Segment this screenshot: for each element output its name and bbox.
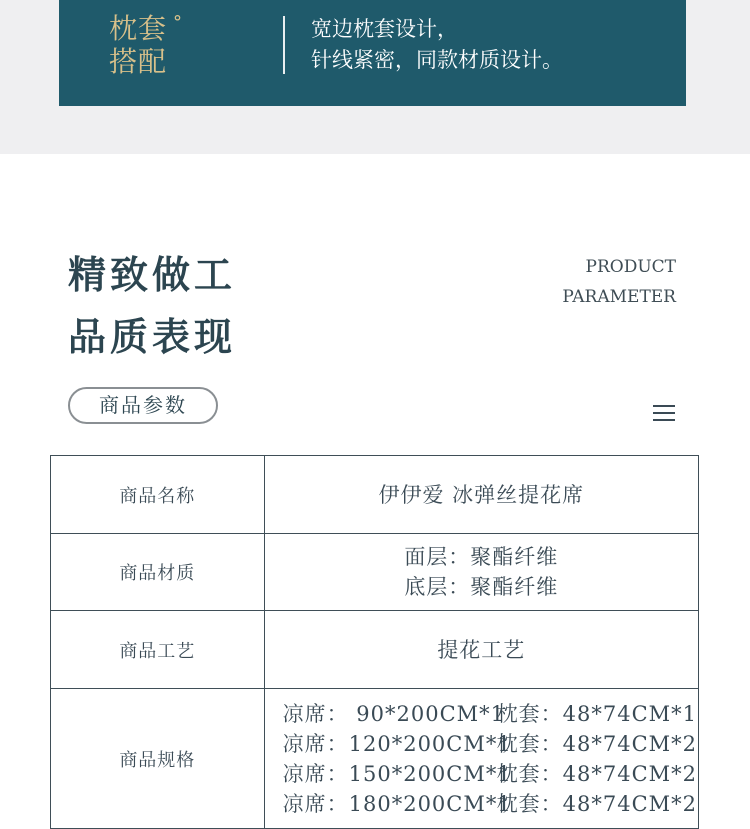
table-row — [51, 456, 699, 534]
pillowcase-banner — [59, 0, 686, 106]
parameter-table — [50, 455, 699, 829]
craft-value: 提花工艺 — [264, 611, 698, 689]
table-row — [51, 534, 699, 611]
banner-divider — [283, 16, 285, 74]
table-row — [51, 689, 699, 829]
spec-line: 凉席：150*200CM*1枕套：48*74CM*2 — [282, 761, 697, 786]
row-label: 商品名称 — [51, 456, 265, 534]
english-line2: PARAMETER — [562, 287, 676, 307]
spec-line: 凉席：180*200CM*1枕套：48*74CM*2 — [282, 791, 697, 816]
spec-line: 凉席： 90*200CM*1枕套：48*74CM*1 — [282, 701, 697, 726]
material-line2: 底层：聚酯纤维 — [404, 575, 559, 599]
row-label: 商品规格 — [51, 689, 265, 829]
banner-title-line2: 搭配 — [109, 45, 168, 78]
banner-desc-line2: 针线紧密，同款材质设计。 — [311, 48, 563, 72]
product-parameters-pill: 商品参数 — [68, 387, 218, 424]
english-line1: PRODUCT — [585, 257, 676, 277]
banner-description — [311, 14, 563, 76]
banner-desc-line1: 宽边枕套设计， — [311, 17, 458, 41]
material-line1: 面层：聚酯纤维 — [404, 545, 559, 569]
spec-value — [264, 689, 698, 829]
menu-icon[interactable] — [653, 405, 675, 421]
table-row — [51, 611, 699, 689]
english-subtitle — [562, 252, 676, 312]
heading-line2: 品质表现 — [68, 314, 237, 359]
degree-mark: ° — [173, 12, 183, 33]
banner-title-line1: 枕套 — [109, 12, 168, 45]
section-heading — [68, 244, 236, 368]
spec-line: 凉席：120*200CM*1枕套：48*74CM*2 — [282, 731, 697, 756]
row-label: 商品材质 — [51, 534, 265, 611]
product-name-value: 伊伊爱 冰弹丝提花席 — [264, 456, 698, 534]
banner-title — [109, 12, 189, 78]
heading-line1: 精致做工 — [68, 252, 237, 297]
material-value — [264, 534, 698, 611]
row-label: 商品工艺 — [51, 611, 265, 689]
